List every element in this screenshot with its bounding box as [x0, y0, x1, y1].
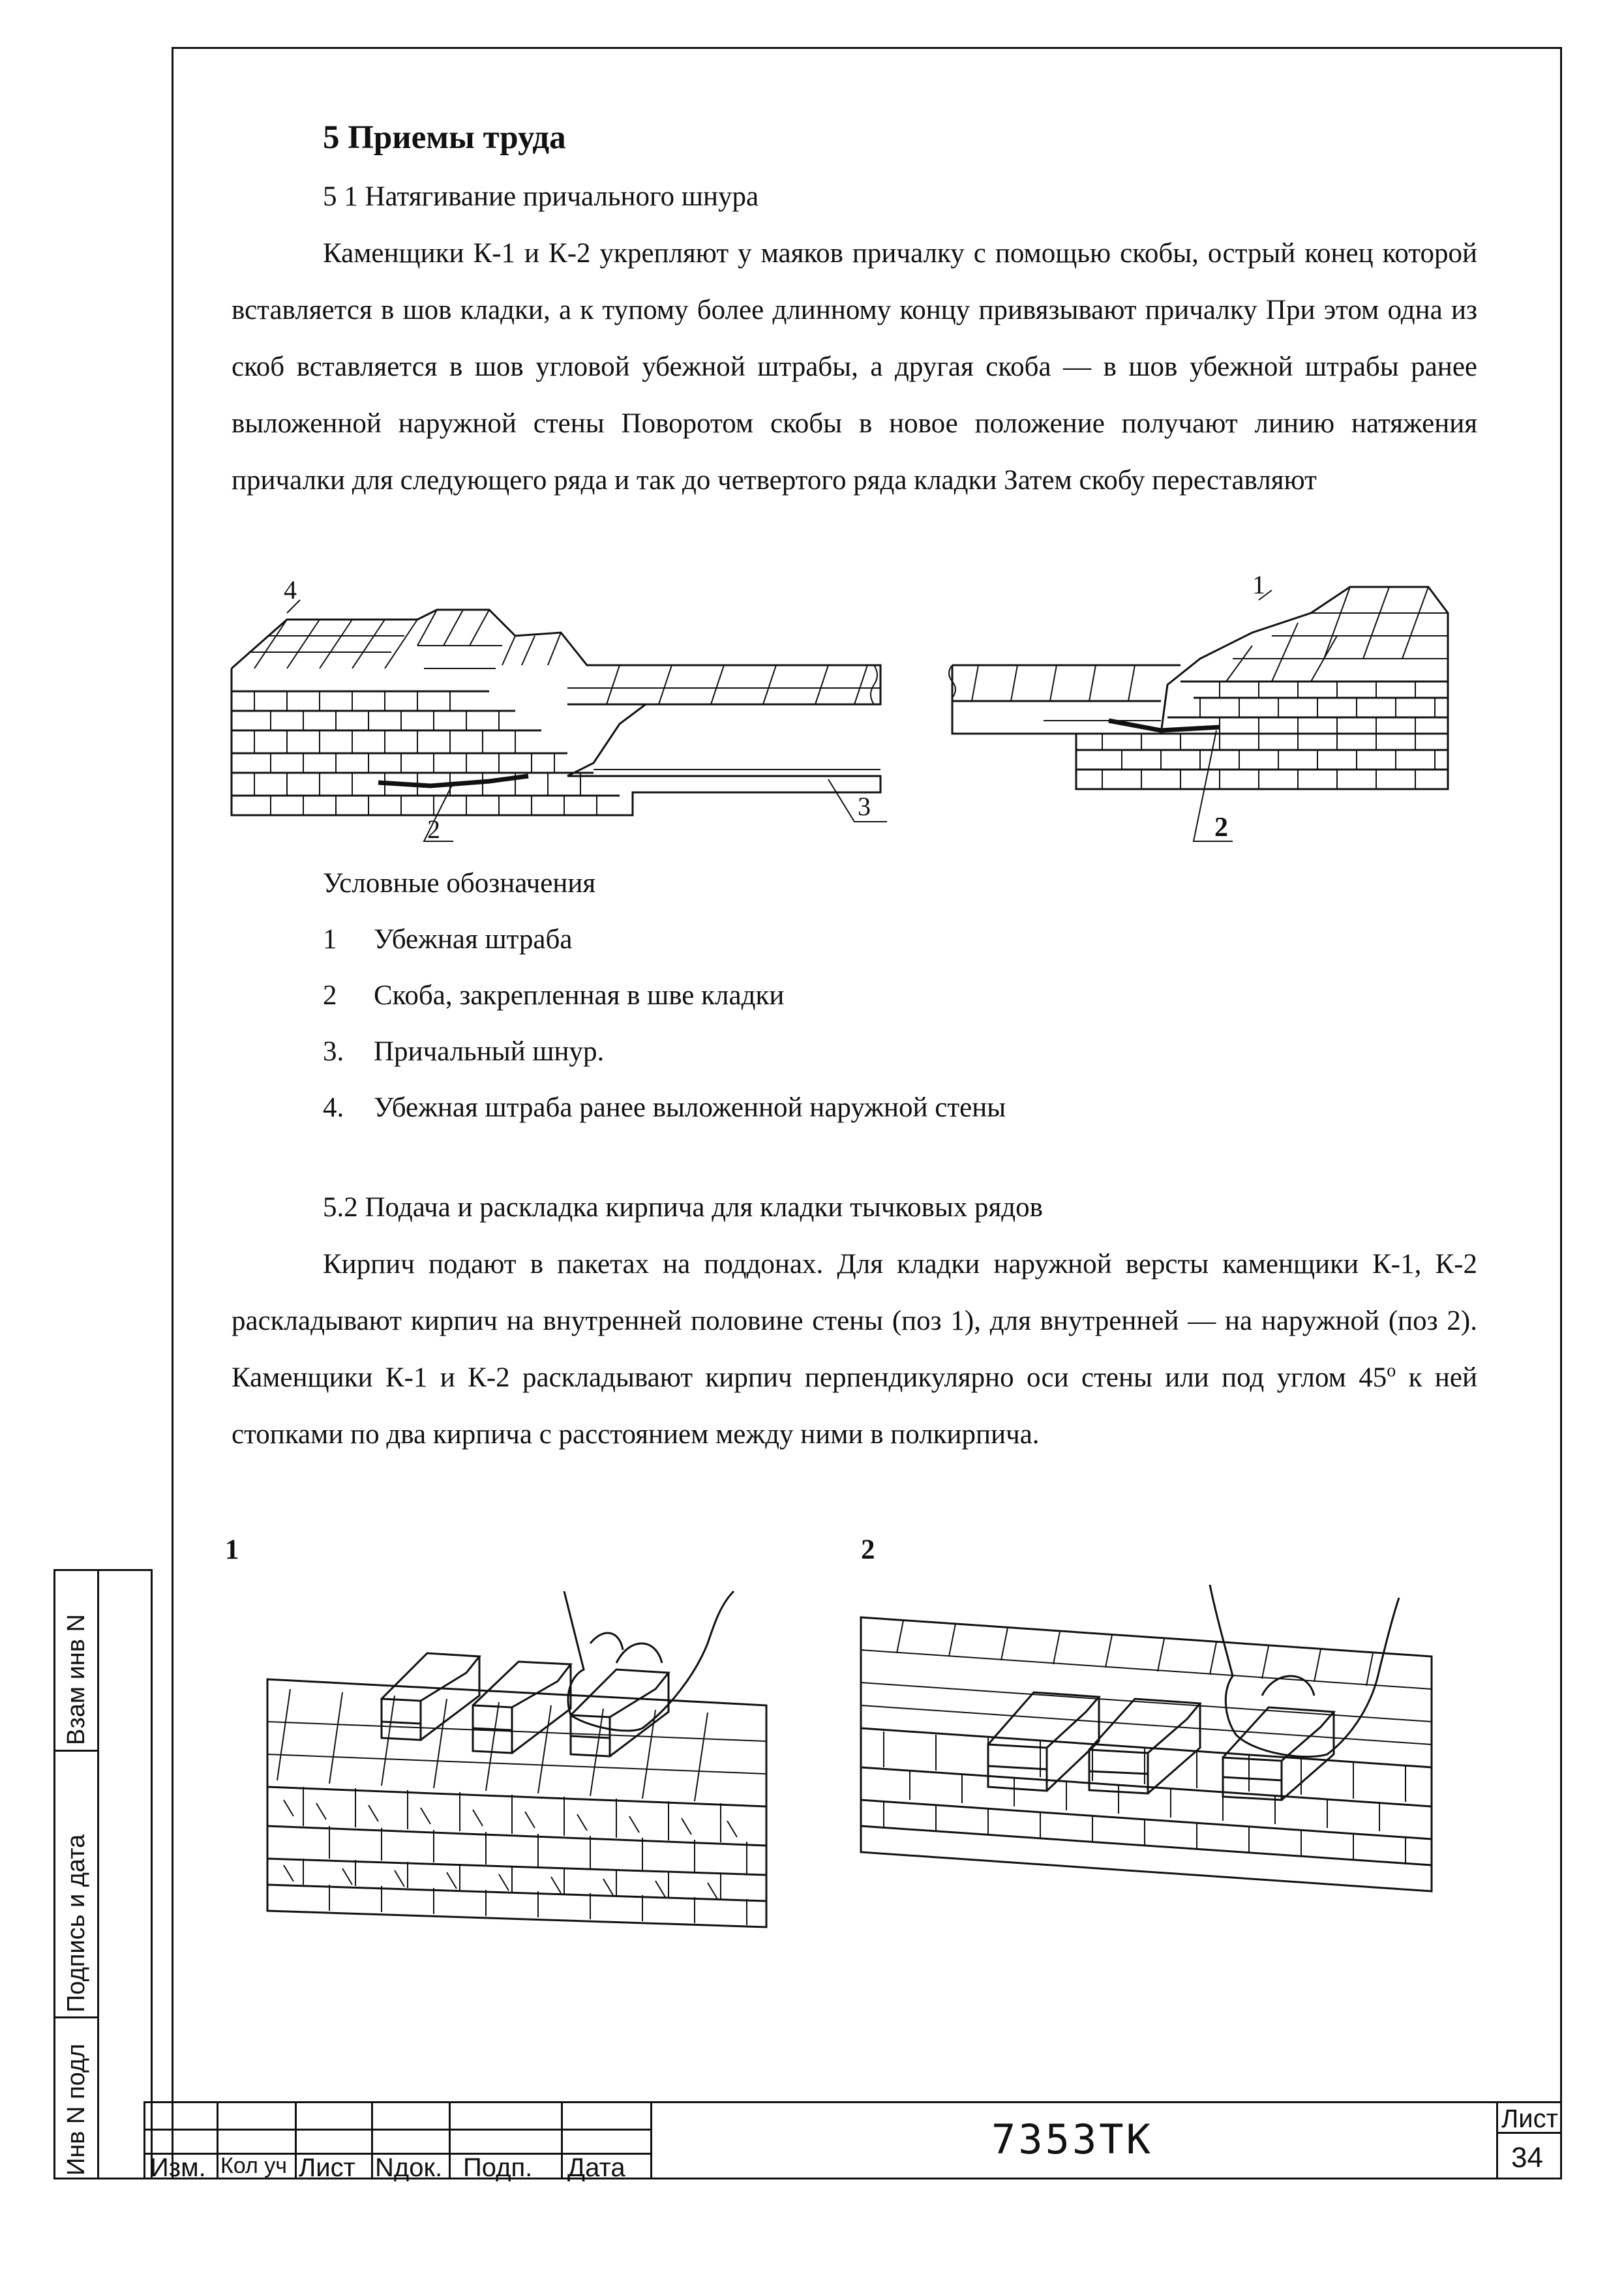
sheet-number: 34: [1511, 2142, 1543, 2174]
col-list: Лист: [299, 2153, 355, 2182]
figure-label-2: 2: [861, 1535, 875, 1565]
subsection-title-1: 5 1 Натягивание причального шнура: [323, 181, 759, 212]
col-izm: Изм.: [150, 2153, 206, 2182]
callout-1: 1: [1252, 574, 1265, 599]
doc-code: 7353ТК: [991, 2116, 1153, 2163]
col-kol-uch: Кол уч: [220, 2153, 287, 2178]
vzam-inv-label: Взам инв N: [63, 1614, 90, 1745]
inv-podl-label: Инв N подл: [63, 2043, 90, 2176]
legend-item: 4. Убежная штраба ранее выложенной наружной стены: [323, 1092, 1006, 1123]
title-block: [143, 2101, 1562, 2182]
masonry-diagram-right: [946, 574, 1467, 848]
masonry-diagram-left: [228, 574, 894, 848]
legend-item: 3. Причальный шнур.: [323, 1036, 605, 1067]
podpis-data-label: Подпись и дата: [63, 1834, 90, 2013]
sheet-label: Лист: [1501, 2104, 1558, 2133]
callout-3: 3: [858, 792, 871, 821]
section-heading: 5 Приемы труда: [323, 119, 566, 156]
legend-item: 2 Скоба, закрепленная в шве кладки: [323, 980, 785, 1011]
callout-4: 4: [284, 575, 297, 605]
brick-laying-illustration-2: [858, 1565, 1445, 1930]
col-podp: Подп.: [463, 2153, 533, 2182]
col-data: Дата: [567, 2153, 625, 2182]
side-stamp-value-column: [97, 1569, 153, 2179]
callout-2-right: 2: [1214, 813, 1228, 843]
subsection-text-1: Каменщики К-1 и К-2 укрепляют у маяков причалку с помощью скобы, острый конец которой вставляется в шов кладки, а к тупому более длинному концу привязывают причалку При этом одна из скоб вставляется в шов угловой убежной штрабы, а другая скоба — в шов убежной штрабы ранее выложенной наружной стены Поворотом скобы в новое положение получают линию натяжения причалки для следующего ряда и так до четвертого ряда кладки Затем скобу переставляют: [232, 238, 1477, 496]
legend-title: Условные обозначения: [323, 868, 596, 899]
callout-2-left: 2: [427, 815, 440, 844]
subsection-title-2: 5.2 Подача и раскладка кирпича для кладки тычковых рядов: [323, 1192, 1043, 1223]
col-ndok: Nдок.: [375, 2153, 443, 2182]
brick-laying-illustration-1: [264, 1565, 779, 1930]
figure-label-1: 1: [225, 1535, 239, 1565]
side-stamp: [53, 1569, 151, 2179]
legend-item: 1 Убежная штраба: [323, 924, 573, 955]
subsection-text-2: Кирпич подают в пакетах на поддонах. Для кладки наружной версты каменщики К-1, К-2 раскладывают кирпич на внутренней половине стены (поз 1), для внутренней — на наружной (поз 2). Каменщики К-1 и К-2 раскладывают кирпич перпендикулярно оси стены или под углом 45$^o$ к ней стопками по два кирпича с расстоянием между ними в полкирпича.: [232, 1249, 1477, 1450]
